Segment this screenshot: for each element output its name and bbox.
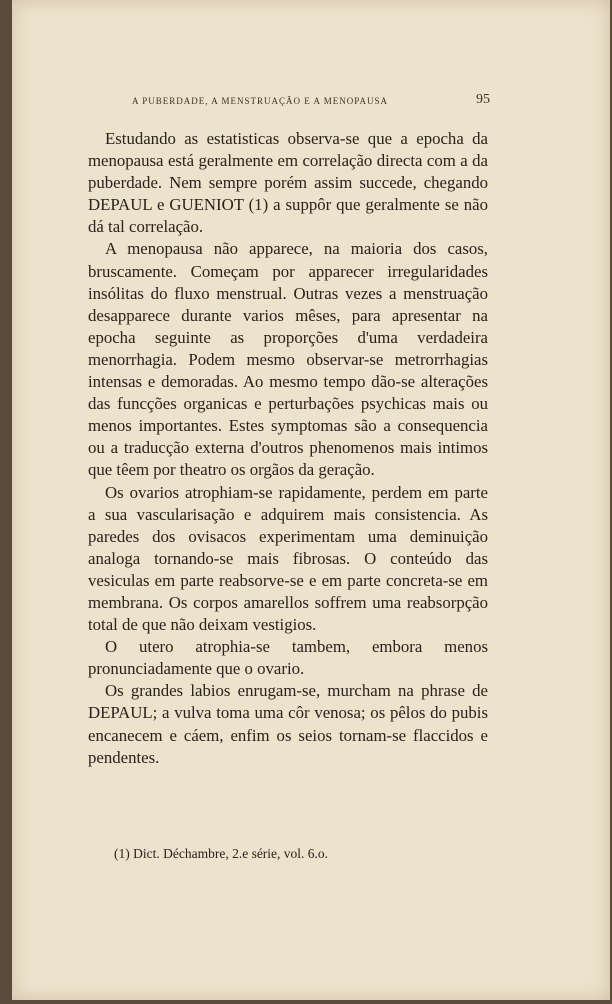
paragraph-1: Estudando as estatisticas observa-se que a epocha da menopausa está geralmente em correlação directa com a da puberdade. Nem sempre porém assim succede, chegando DEPAUL e GUENIOT (1) a suppôr que geralmente se não dá tal correlação. bbox=[88, 129, 488, 237]
paragraph-5: Os grandes labios enrugam-se, murcham na phrase de DEPAUL; a vulva toma uma côr venosa; os pêlos do pubis encanecem e cáem, enfim os seios tornam-se flaccidos e pendentes. bbox=[88, 681, 488, 767]
footnote: (1) Dict. Déchambre, 2.e série, vol. 6.o. bbox=[114, 846, 329, 861]
paragraph-4: O utero atrophia-se tambem, embora menos pronunciadamente que o ovario. bbox=[88, 637, 488, 679]
running-title: A PUBERDADE, A MENSTRUAÇÃO E A MENOPAUSA bbox=[132, 96, 388, 106]
body-text bbox=[88, 128, 488, 769]
page-number: 95 bbox=[476, 92, 490, 107]
page-header bbox=[90, 92, 490, 116]
paragraph-2: A menopausa não apparece, na maioria dos casos, bruscamente. Começam por apparecer irregularidades insólitas do fluxo menstrual. Outras vezes a menstruação desapparece durante varios mêses, para apresentar na epocha seguinte as proporções d'uma verdadeira menorrhagia. Podem mesmo observar-se metrorrhagias intensas e demoradas. Ao mesmo tempo dão-se alterações das funcções organicas e perturbações psychicas mais ou menos importantes. Estes symptomas são a consequencia ou a traducção externa d'outros phenomenos mais intimos que têem por theatro os orgãos da geração. bbox=[88, 239, 488, 480]
book-page bbox=[12, 0, 610, 1000]
paragraph-3: Os ovarios atrophiam-se rapidamente, perdem em parte a sua vascularisação e adquirem mais consistencia. As paredes dos ovisacos experimentam uma deminuição analoga tornando-se mais fibrosas. O conteúdo das vesiculas em parte reabsorve-se e em parte concreta-se em membrana. Os corpos amarellos soffrem uma reabsorpção total de que não deixam vestigios. bbox=[88, 482, 488, 635]
